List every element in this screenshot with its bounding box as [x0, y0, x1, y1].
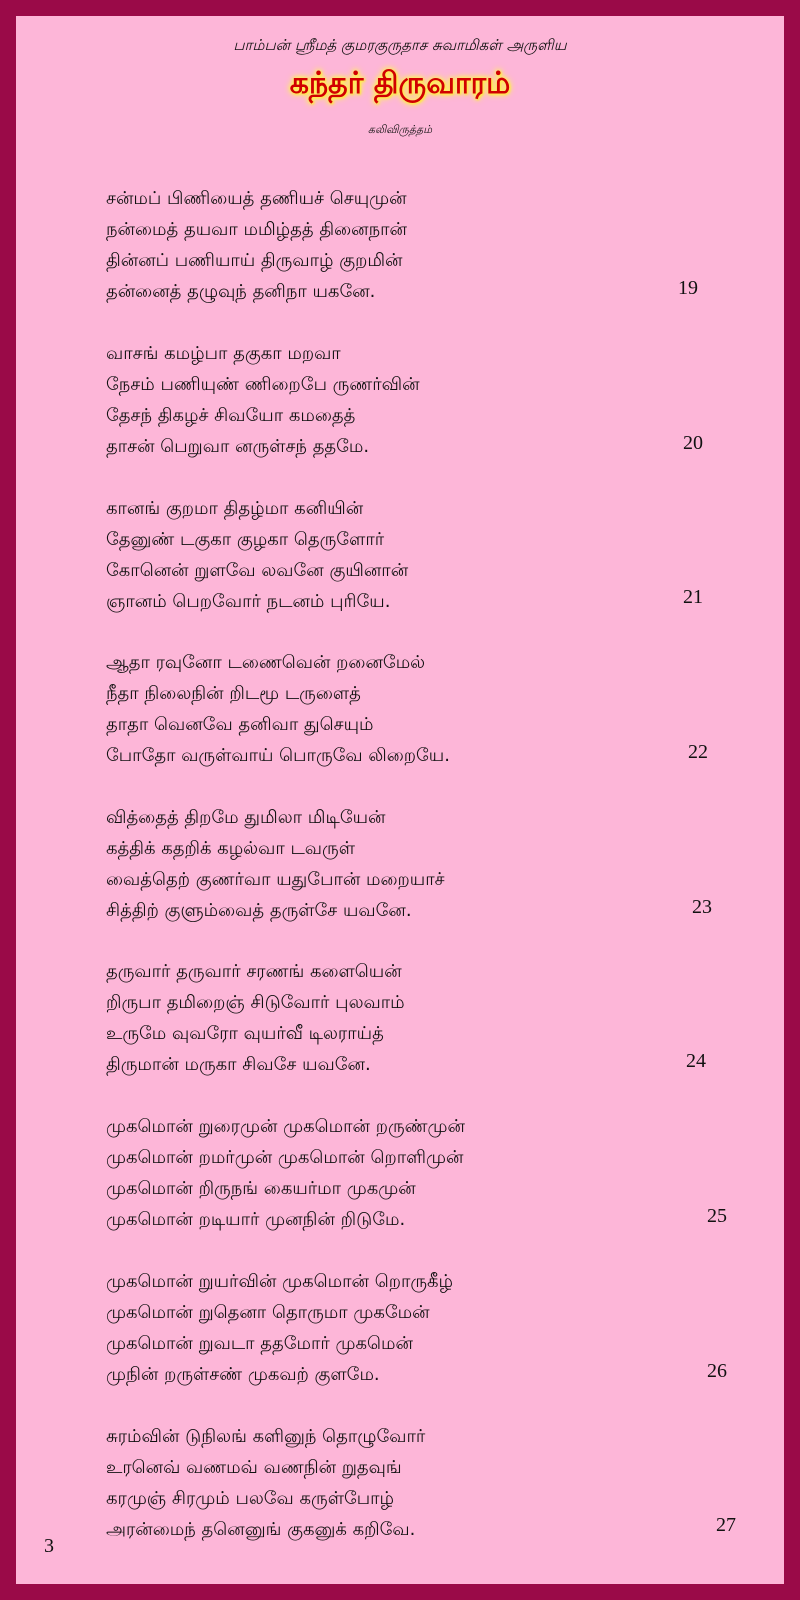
- verse-line: தின்னப் பணியாய் திருவாழ் குறமின்: [106, 250, 403, 271]
- verse-line: அரன்மைந் தனெனுங் குகனுக் கறிவே.: [106, 1519, 416, 1540]
- verse-line: தன்னைத் தழுவுந் தனிநா யகனே.: [106, 281, 376, 302]
- verse-line: வித்தைத் திறமே துமிலா மிடியேன்: [106, 807, 386, 828]
- verse-line: உரனெவ் வணமவ் வணநின் றுதவுங்: [106, 1457, 402, 1478]
- page-number: 3: [44, 1535, 54, 1557]
- author-attribution: பாம்பன் ஸ்ரீமத் குமரகுருதாச சுவாமிகள் அருளிய: [233, 36, 567, 54]
- verse-number: 27: [716, 1514, 736, 1536]
- verse-number: 19: [678, 277, 698, 299]
- verse-line: தேனுண் டகுகா குழகா தெருளோர்: [106, 529, 385, 550]
- verse-line: கரமுஞ் சிரமும் பலவே கருள்போழ்: [106, 1488, 395, 1509]
- verse-line: நன்மைத் தயவா மமிழ்தத் தினைநான்: [106, 219, 407, 240]
- stanza-20: [106, 338, 746, 462]
- verse-line: ஆதா ரவுனோ டணைவென் றனைமேல்: [106, 652, 426, 673]
- stanza-21: [106, 493, 746, 617]
- verse-line: கோனென் றுளவே லவனே குயினான்: [106, 560, 409, 581]
- verse-number: 24: [686, 1050, 706, 1072]
- verse-line: றிருபா தமிறைஞ் சிடுவோர் புலவாம்: [106, 992, 405, 1013]
- verse-line: தருவார் தருவார் சரணங் களையென்: [106, 961, 402, 982]
- verse-line: சன்மப் பிணியைத் தணியச் செயுமுன்: [106, 188, 407, 209]
- verse-line: முநின் றருள்சண் முகவற் குளமே.: [106, 1364, 380, 1385]
- stanza-23: [106, 802, 746, 926]
- verse-number: 20: [683, 432, 703, 454]
- meter-subtitle: கலிவிருத்தம்: [367, 123, 433, 136]
- verse-line: முகமொன் றமர்முன் முகமொன் றொளிமுன்: [106, 1147, 464, 1168]
- verse-line: கத்திக் கதறிக் கழல்வா டவருள்: [106, 838, 355, 859]
- verse-number: 21: [683, 586, 703, 608]
- stanza-25: [106, 1111, 746, 1235]
- verse-line: உருமே வுவரோ வுயர்வீ டிலராய்த்: [106, 1023, 384, 1044]
- verse-line: சுரம்வின் டுநிலங் களினுந் தொழுவோர்: [106, 1426, 426, 1447]
- verse-number: 22: [688, 741, 708, 763]
- verse-number: 25: [707, 1205, 727, 1227]
- verse-line: முகமொன் றுவடா ததமோர் முகமென்: [106, 1333, 413, 1354]
- stanza-24: [106, 956, 746, 1080]
- stanza-22: [106, 647, 746, 771]
- verse-line: வாசங் கமழ்பா தகுகா மறவா: [106, 343, 341, 364]
- verse-line: வைத்தெற் குணர்வா யதுபோன் மறையாச்: [106, 869, 445, 890]
- verse-line: தேசந் திகழச் சிவயோ கமதைத்: [106, 405, 356, 426]
- verse-line: முகமொன் றுயர்வின் முகமொன் றொருகீழ்: [106, 1271, 454, 1292]
- verse-line: முகமொன் றடியார் முனநின் றிடுமே.: [106, 1209, 406, 1230]
- verse-number: 23: [692, 896, 712, 918]
- verse-line: முகமொன் றுதெனா தொருமா முகமேன்: [106, 1302, 430, 1323]
- stanza-27: [106, 1421, 746, 1545]
- stanza-19: [106, 183, 746, 307]
- verse-line: தாசன் பெறுவா னருள்சந் ததமே.: [106, 436, 370, 457]
- verse-line: போதோ வருள்வாய் பொருவே லிறையே.: [106, 745, 450, 766]
- verse-line: திருமான் மருகா சிவசே யவனே.: [106, 1054, 371, 1075]
- verse-line: ஞானம் பெறவோர் நடனம் புரியே.: [106, 591, 391, 612]
- verse-line: நீதா நிலைநின் றிடமூ டருளைத்: [106, 683, 361, 704]
- verse-line: முகமொன் றுரைமுன் முகமொன் றருண்முன்: [106, 1116, 465, 1137]
- verse-line: தாதா வெனவே தனிவா துசெயும்: [106, 714, 374, 735]
- verse-line: முகமொன் றிருநங் கையர்மா முகமுன்: [106, 1178, 416, 1199]
- verse-line: கானங் குறமா திதழ்மா கனியின்: [106, 498, 364, 519]
- verse-line: சித்திற் குளும்வைத் தருள்சே யவனே.: [106, 900, 412, 921]
- verse-number: 26: [707, 1360, 727, 1382]
- stanza-26: [106, 1266, 746, 1390]
- page-title: கந்தர் திருவாரம்: [289, 66, 511, 101]
- verse-line: நேசம் பணியுண் ணிறைபே ருணர்வின்: [106, 374, 420, 395]
- document-page: [16, 16, 784, 1584]
